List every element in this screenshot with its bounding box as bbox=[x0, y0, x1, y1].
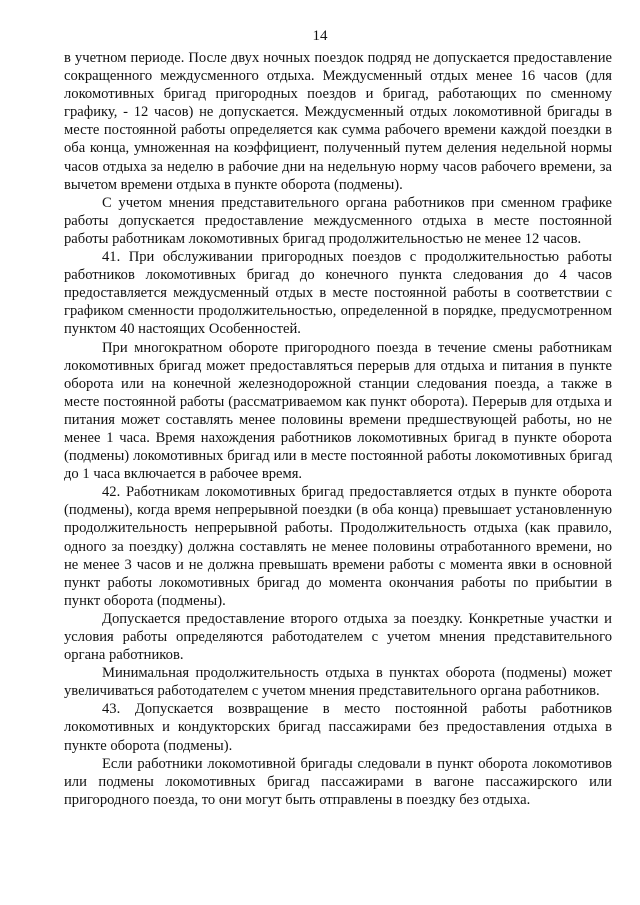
paragraph: Если работники локомотивной бригады следовали в пункт оборота локомотивов или подмены локомотивных бригад пассажирами в вагоне пассажирского или пригородного поезда, то они могут быть отправлены в поездку без отдыха. bbox=[64, 755, 612, 808]
paragraph: При многократном обороте пригородного поезда в течение смены работникам локомотивных бригад может предоставляться перерыв для отдыха и питания в пункте оборота или на конечной железнодорожной станции следования поезда, а также в месте постоянной работы (рассматриваемом как пункт оборота). Перерыв для отдыха и питания может составлять менее половины времени предшествующей работы, но не менее 1 часа. Время нахождения работников локомотивных бригад в пункте оборота (подмены) локомотивных бригад или в месте постоянной работы локомотивных бригад до 1 часа включается в рабочее время. bbox=[64, 339, 612, 483]
paragraph-item-43: 43. Допускается возвращение в место постоянной работы работников локомотивных и кондукторских бригад пассажирами без предоставления отдыха в пункте оборота (подмены). bbox=[64, 701, 612, 754]
page-number: 14 bbox=[312, 28, 328, 44]
paragraph-continued: в учетном периоде. После двух ночных поездок подряд не допускается предоставление сокращенного междусменного отдыха. Междусменный отдых менее 16 часов (для локомотивных бригад пригородных поездов и бригад, работающих по сменному графику, - 12 часов) не допускается. Междусменный отдых локомотивной бригады в месте постоянной работы определяется как сумма рабочего времени каждой поездки в оба конца, умноженная на коэффициент, полученный путем деления недельной нормы часов отдыха за неделю в рабочие дни на недельную норму часов рабочего времени, за вычетом времени отдыха в пункте оборота (подмены). bbox=[64, 50, 612, 193]
paragraph: Допускается предоставление второго отдыха за поездку. Конкретные участки и условия работы определяются работодателем с учетом мнения представительного органа работников. bbox=[64, 610, 612, 664]
paragraph-item-42: 42. Работникам локомотивных бригад предоставляется отдых в пункте оборота (подмены), когда время непрерывной поездки (в оба конца) превышает установленную продолжительность непрерывной работы. Продолжительность отдыха (как правило, одного за поездку) должна составлять не менее половины отработанного времени, но не менее 3 часов и не должна превышать времени работы с момента явки в основной пункт работы локомотивных бригад до момента окончания работы по прибытии в пункт оборота (подмены). bbox=[64, 484, 612, 609]
paragraph: С учетом мнения представительного органа работников при сменном графике работы допускается предоставление междусменного отдыха в месте постоянной работы работникам локомотивных бригад продолжительностью не менее 12 часов. bbox=[64, 194, 612, 247]
document-body bbox=[64, 49, 612, 809]
paragraph: Минимальная продолжительность отдыха в пунктах оборота (подмены) может увеличиваться работодателем с учетом мнения представительного органа работников. bbox=[64, 665, 612, 700]
paragraph-item-41: 41. При обслуживании пригородных поездов с продолжительностью работы работников локомотивных бригад до конечного пункта следования до 4 часов предоставляется междусменный отдых в месте постоянной работы в соответствии с графиком сменности продолжительностью, определенной в порядке, предусмотренном пунктом 40 настоящих Особенностей. bbox=[64, 249, 612, 338]
